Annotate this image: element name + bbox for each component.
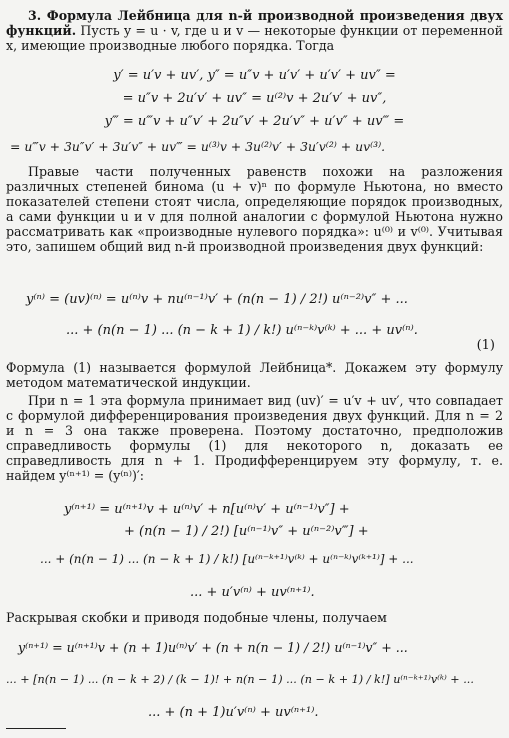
section-intro: Пусть y = u · v, где u и v — некоторые функции от переменной x, имеющие производные любого порядка. Тогда [6, 23, 503, 53]
named-formula-paragraph: Формула (1) называется формулой Лейбница*. Докажем эту формулу методом математической индукции. [6, 360, 503, 390]
formula-line: ... + (n + 1)u′v⁽ⁿ⁾ + uv⁽ⁿ⁺¹⁾. [148, 705, 319, 720]
section-heading: 3. Формула Лейбница для n-й производной произведения двух функций. [6, 8, 503, 38]
formula-line: + (n(n − 1) / 2!) [u⁽ⁿ⁻¹⁾v″ + u⁽ⁿ⁻²⁾v‴] + [124, 524, 369, 539]
analogy-paragraph: Правые части полученных равенств похожи на разложения различных степеней бинома (u + v)ⁿ по формуле Ньютона, но вместо показателей степени стоят числа, определяющие порядок производных, а сами функции u и v для полной аналогии с формулой Ньютона нужно рассматривать как «производные нулевого порядка»: u⁽⁰⁾ и v⁽⁰⁾. Учитывая это, запишем общий вид n-й производной произведения двух функций: [6, 164, 503, 254]
formula-line: y⁽ⁿ⁾ = (uv)⁽ⁿ⁾ = u⁽ⁿ⁾v + nu⁽ⁿ⁻¹⁾v′ + (n(n − 1) / 2!) u⁽ⁿ⁻²⁾v″ + ... [26, 292, 408, 307]
formula-line: ... + u′v⁽ⁿ⁾ + uv⁽ⁿ⁺¹⁾. [190, 585, 315, 600]
expand-paragraph: Раскрывая скобки и приводя подобные члены, получаем [6, 610, 387, 625]
formula-line: = u‴v + 3u″v′ + 3u′v″ + uv‴ = u⁽³⁾v + 3u⁽²⁾v′ + 3u′v⁽²⁾ + uv⁽³⁾. [10, 139, 386, 154]
formula-line: y⁽ⁿ⁺¹⁾ = u⁽ⁿ⁺¹⁾v + (n + 1)u⁽ⁿ⁾v′ + (n + n(n − 1) / 2!) u⁽ⁿ⁻¹⁾v″ + ... [18, 640, 408, 655]
formula-line: y⁽ⁿ⁺¹⁾ = u⁽ⁿ⁺¹⁾v + u⁽ⁿ⁾v′ + n[u⁽ⁿ⁾v′ + u⁽ⁿ⁻¹⁾v″] + [64, 502, 350, 517]
formula-line: y′ = u′v + uv′, y″ = u″v + u′v′ + u′v′ + uv″ = [113, 68, 396, 83]
formula-line: ... + (n(n − 1) ... (n − k + 1) / k!) u⁽ⁿ⁻ᵏ⁾v⁽ᵏ⁾ + ... + uv⁽ⁿ⁾. [66, 323, 418, 338]
formula-line: ... + [n(n − 1) ... (n − k + 2) / (k − 1)! + n(n − 1) ... (n − k + 1) / k!] u⁽ⁿ⁻ᵏ⁺¹⁾v⁽ᵏ⁾ + ... [6, 673, 474, 686]
footnote-rule [6, 728, 66, 729]
formula-line: ... + (n(n − 1) ... (n − k + 1) / k!) [u⁽ⁿ⁻ᵏ⁺¹⁾v⁽ᵏ⁾ + u⁽ⁿ⁻ᵏ⁾v⁽ᵏ⁺¹⁾] + ... [40, 552, 414, 566]
section-paragraph [6, 8, 503, 53]
formula-line: y‴ = u‴v + u″v′ + 2u″v′ + 2u′v″ + u′v″ + uv‴ = [104, 114, 405, 129]
formula-line: = u″v + 2u′v′ + uv″ = u⁽²⁾v + 2u′v′ + uv″, [122, 91, 387, 106]
proof-paragraph: При n = 1 эта формула принимает вид (uv)′ = u′v + uv′, что совпадает с формулой дифференцирования произведения двух функций. Для n = 2 и n = 3 она также проверена. Поэтому достаточно, предположив справедливость формулы (1) для некоторого n, доказать ее справедливость для n + 1. Продифференцируем эту формулу, т. е. найдем y⁽ⁿ⁺¹⁾ = (y⁽ⁿ⁾)′: [6, 393, 503, 483]
equation-number: (1) [476, 338, 495, 353]
